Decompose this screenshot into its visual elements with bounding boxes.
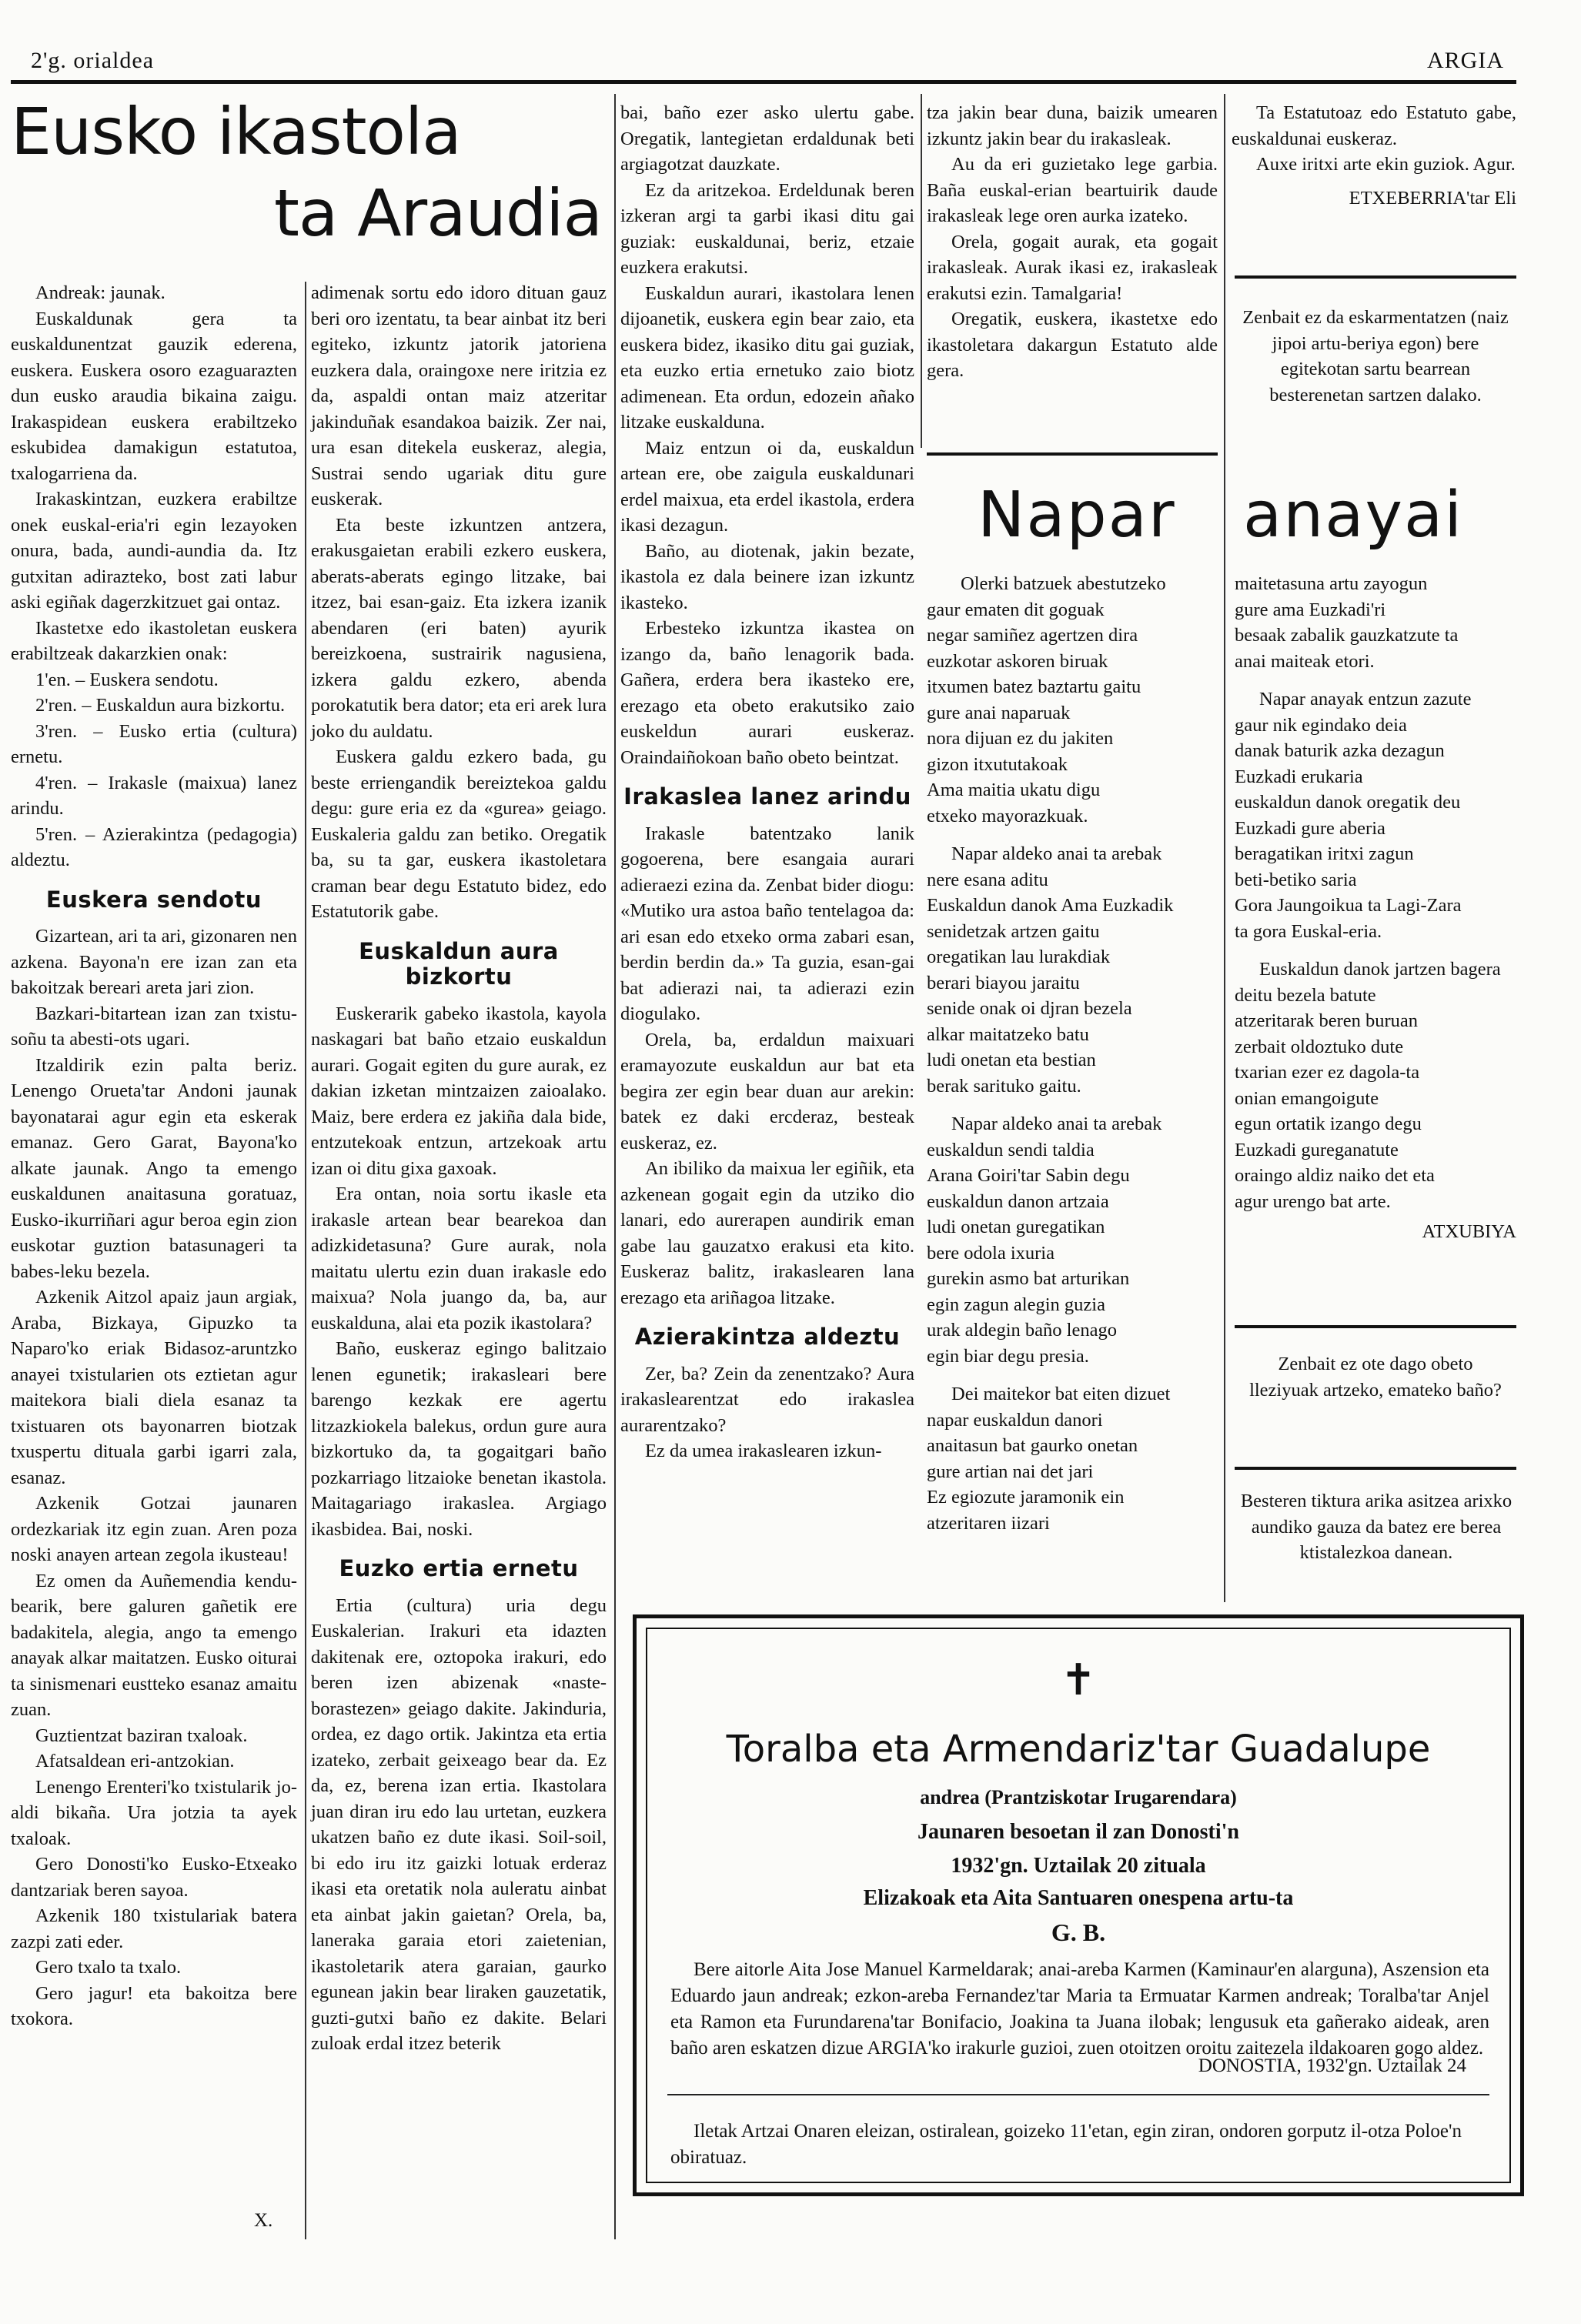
paragraph: Oregatik, euskera, ikastetxe edo ikastoletara dakargun Estatuto alde gera. — [927, 309, 1218, 381]
paragraph: Ez omen da Auñemendia kendu-bearik, bere galuren gañetik ere badakitela, alegia, ango ta emengo anayak alkar maitatzen. Eusko oiturai ta sinismenari eustteko esanaz amaitu zuan. — [11, 1570, 297, 1720]
poem-column-1 — [927, 571, 1218, 1536]
paragraph: Baño, au diotenak, jakin bezate, ikastola ez dala beinere izan izkuntz ikasteko. — [620, 540, 914, 613]
stanza-break — [927, 1099, 1218, 1111]
filler-note-1: Zenbait ez da eskarmentatzen (naiz jipoi artu-beriya egon) bere egitekotan sartu bearrean besterenetan sartzen dalako. — [1242, 307, 1509, 406]
paragraph: Ez da aritzekoa. Erdeldunak beren izkeran argi ta garbi ikasi ditu gai guziak: euskaldunai, beriz, etzaie euzkera erakutsi. — [620, 179, 914, 278]
verse-line: senide onak oi djran bezela — [927, 998, 1132, 1019]
filler-note-2: Zenbait ez ote dago obeto lleziyuak artzeko, emateko baño? — [1249, 1354, 1502, 1401]
paragraph: Auxe iritxi arte ekin guziok. Agur. — [1256, 154, 1516, 175]
verse-line: egun ortatik izango degu — [1235, 1114, 1422, 1134]
author-signature: ETXEBERRIA'tar Eli — [1349, 187, 1516, 209]
verse-line: negar samiñez agertzen dira — [927, 625, 1138, 646]
verse-line: beragatikan iritxi zagun — [1235, 843, 1414, 864]
obituary-footer: Iletak Artzai Onaren eleizan, ostiralean, goizeko 11'etan, egin ziran, ondoren gorputz il-otza Poloe'n obiratuaz. — [670, 2121, 1462, 2168]
verse-line: atzeritaren iizari — [927, 1512, 1050, 1534]
paragraph: Afatsaldean eri-antzokian. — [35, 1751, 235, 1771]
paragraph: Euskerarik gabeko ikastola, kayola naskagari bat baño etzaio euskaldun aurari. Gogait egiten du gure aurak, ez dakian izketan mintzaizen zaioalako. Maiz, bere erdera ez jakiña dala bide, entzutekoak entzun, artzekoak artu izan oi ditu gixa gaxoak. — [311, 1003, 607, 1179]
section-heading: Irakaslea lanez arindu — [623, 783, 911, 810]
verse-line: ta gora Euskal-eria. — [1235, 920, 1382, 942]
verse-line: maitetasuna artu zayogun — [1235, 573, 1428, 594]
verse-line: itxumen batez baztartu gaitu — [927, 676, 1141, 697]
article-column-4 — [927, 100, 1218, 384]
verse-line: nere esana aditu — [927, 869, 1048, 890]
obituary-body: Bere aitorle Aita Jose Manuel Karmeldarak; anai-areba Karmen (Kaminaur'en alarguna), Aszension eta Eduardo jaun andreak; ezkon-areba Fernandez'tar Maria ta Ermuatar Karmen andreak; Toralba'tar Anjel eta Ramon eta Furundarena'tar Bonifacio, Joakina ta Juana ilobak; lengusuk eta gañerako aideak, aren baño aren eskatzen dizue ARGIA'ko irakurle guzioi, zuen otoitzen oroitu zaitezela ildakoaren gogo aldez. — [670, 1959, 1489, 2059]
article-column-3 — [620, 100, 914, 1464]
cross-icon: ✝ — [1060, 1657, 1097, 1705]
verse-line: napar euskaldun danori — [927, 1409, 1103, 1431]
divider — [927, 452, 1218, 456]
divider — [1235, 1325, 1516, 1328]
section-heading: Azierakintza aldeztu — [634, 1324, 901, 1350]
list-item: 1'en. – Euskera sendotu. — [35, 669, 219, 690]
verse-line: berari biayou jaraitu — [927, 972, 1080, 993]
verse-line: deitu bezela batute — [1235, 984, 1376, 1006]
paragraph: Gero Donosti'ko Eusko-Etxeako dantzariak beren sayoa. — [11, 1854, 297, 1901]
paragraph: Bazkari-bitartean izan zan txistu-soñu ta abesti-ots ugari. — [11, 1003, 297, 1050]
verse-line: anai maiteak etori. — [1235, 650, 1375, 672]
stanza-break — [927, 1369, 1218, 1381]
verse-line: gure artian nai det jari — [927, 1461, 1094, 1482]
obituary-line: Elizakoak eta Aita Santuaren onespena artu-ta — [863, 1886, 1294, 1910]
verse-line: gurekin asmo bat arturikan — [927, 1268, 1130, 1289]
obituary-line: andrea (Prantziskotar Irugarendara) — [920, 1786, 1237, 1808]
obituary-name: Toralba eta Armendariz'tar Guadalupe — [726, 1728, 1431, 1771]
obituary-notice — [633, 1614, 1524, 2196]
divider — [667, 2094, 1489, 2095]
divider — [1235, 1467, 1516, 1470]
verse-line: alkar maitatzeko batu — [927, 1023, 1089, 1045]
obituary-line: 1932'gn. Uztailak 20 zituala — [951, 1854, 1206, 1878]
verse-line: egin biar degu presia. — [927, 1345, 1089, 1367]
paragraph: Zer, ba? Zein da zenentzako? Aura irakaslearentzat edo irakaslea aurarentzako? — [620, 1363, 914, 1436]
page-number: 2'g. orialdea — [31, 48, 155, 73]
poem-column-2 — [1235, 571, 1516, 1245]
verse-line: senidetzak artzen gaitu — [927, 920, 1100, 942]
verse-line: anaitasun bat gaurko onetan — [927, 1435, 1138, 1456]
paragraph: Andreak: jaunak. — [35, 282, 165, 303]
verse-line: euskaldun danok oregatik deu — [1235, 792, 1461, 813]
verse-line: euskaldun danon artzaia — [927, 1190, 1109, 1212]
stanza-break — [927, 829, 1218, 841]
verse-line: agur urengo bat arte. — [1235, 1190, 1391, 1212]
section-heading: Euzko ertia ernetu — [339, 1555, 579, 1581]
paragraph: Lenengo Erenteri'ko txistularik jo-aldi bikaña. Ura jotzia ta ayek txaloak. — [11, 1776, 297, 1849]
verse-line: nora dijuan ez du jakiten — [927, 728, 1114, 749]
verse-line: Gora Jaungoikua ta Lagi-Zara — [1235, 895, 1462, 916]
verse-line: besaak zabalik gauzkatzute ta — [1235, 625, 1459, 646]
paragraph: Ertia (cultura) uria degu Euskalerian. Irakuri eta idazten dakitenak ere, oztopoka irakuri, edo beren izen abizenak «naste-borastezen» geiago dakite. Jakinduria, ordea, ez dago ortik. Jakintza eta ertia izateko, zerbait geixeago bear da. Ez da, ez, berena izan ertia. Ikastolara juan diran iru edo lau urtetan, euzkera ukatzen baño ez dute ikasi. Soil-soil, bi edo iru itz gaizki lotuak erderaz ikasi eta oretatik nola auleratu ainbat eta ainbat jakin gaietan? Orela, ba, laneraka garaia etori zaietenian, ikastoletarik atera garaian, gaurko egunean jakin bear liraken gauzetatik, guzti-gutxi baño ez dakite. Belari zuloak erdal itzez beterik — [311, 1594, 607, 2054]
paragraph: Gizartean, ari ta ari, gizonaren nen azkena. Bayona'n ere izan zan eta bakoitzak bereari areta jari zion. — [11, 926, 297, 998]
verse-line: Olerki batzuek abestutzeko — [961, 573, 1166, 594]
verse-line: zerbait oldoztuko dute — [1235, 1036, 1404, 1057]
divider — [1235, 275, 1516, 279]
list-item: 4'ren. – Irakasle (maixua) lanez arindu. — [11, 772, 297, 819]
verse-line: oraingo aldiz naiko det eta — [1235, 1165, 1435, 1186]
verse-line: gaur ematen dit goguak — [927, 599, 1105, 620]
verse-line: Dei maitekor bat eiten dizuet — [951, 1384, 1171, 1404]
paragraph: Era ontan, noia sortu ikasle eta irakasle artean bear bearekoa dan adizkidetasuna? Gure aurak, nola maitatu ulertu ezin duan irakasle edo maixua? Nola juango da, ba, aur euskalduna, alai eta pozik ikastolara? — [311, 1184, 607, 1334]
verse-line: Euzkadi gure aberia — [1235, 817, 1385, 839]
paragraph: Irakaskintzan, euzkera erabiltze onek euskal-eria'ri egin lezayoken onura, bada, aundi-aundia da. Itz gutxitan adirazteko, bost zati labur aski egiñak dagerzkitzuet gai ontaz. — [11, 489, 297, 613]
paragraph: Guztientzat baziran txaloak. — [35, 1725, 248, 1746]
paragraph: Azkenik Gotzai jaunaren ordezkariak itz egin zuan. Aren poza noski anayen artean zegola ikusteau! — [11, 1493, 297, 1565]
section-heading: Euskaldun aura bizkortu — [359, 937, 559, 990]
paragraph: An ibiliko da maixua ler egiñik, eta azkenean gogait egin da utziko dio lanari, edo aurerapen aundirik eman gabe lau gauzatxo erakusi eta kito. Euskeraz balitz, irakaslearen lana erezago eta ariñagoa litzake. — [620, 1158, 914, 1308]
paragraph: Ta Estatutoaz edo Estatuto gabe, euskaldunai euskeraz. — [1232, 102, 1516, 149]
article-column-2 — [311, 280, 607, 2057]
poem-signature: ATXUBIYA — [1422, 1221, 1516, 1242]
paragraph: Itzaldirik ezin palta beriz. Lenengo Orueta'tar Andoni jaunak bayonatarai agur egin eta eskerak emanaz. Gero Garat, Bayona'ko alkate jaunak. Ango ta emengo euskaldunen anaitasuna goratuaz, Eusko-ikurriñari agur beroa egin zion euskotar guztion batasunageri ta babes-leku bezela. — [11, 1054, 297, 1282]
verse-line: bere odola ixuria — [927, 1242, 1055, 1264]
paragraph: Maiz entzun oi da, euskaldun artean ere, obe zaigula euskaldunari erdel maixua, eta erdel ikastola, erdera ikasi dezagun. — [620, 437, 914, 536]
verse-line: egin zagun alegin guzia — [927, 1294, 1105, 1315]
verse-line: Ez egiozute jaramonik ein — [927, 1487, 1125, 1508]
poem-title-part1: Napar — [978, 479, 1176, 552]
filler-note-3: Besteren tiktura arika asitzea arixko aundiko gauza da batez ere berea ktistalezkoa danean. — [1240, 1491, 1512, 1563]
verse-line: ludi onetan guregatikan — [927, 1217, 1105, 1237]
verse-line: Euskaldun danok Ama Euzkadik — [927, 895, 1174, 916]
verse-line: oregatikan lau lurakdiak — [927, 947, 1111, 967]
paragraph: Azkenik Aitzol apaiz jaun argiak, Araba, Bizkaya, Gipuzko ta Naparo'ko eriak Bidasoz-aruntzko anayei txistularien ots eztietan agur maitekora biali diela esanaz ta txistuaren ots bayonarren biotzak txuspertu dituala garbi igarri zala, esanaz. — [11, 1287, 297, 1488]
poem-title-part2: anayai — [1243, 479, 1464, 552]
obituary-initials: G. B. — [1051, 1918, 1106, 1946]
publication-name: ARGIA — [1427, 48, 1504, 73]
stanza-break — [1235, 944, 1516, 957]
list-item: 5'ren. – Azierakintza (pedagogia) aldeztu. — [11, 823, 297, 870]
article-signoff: X. — [254, 2210, 273, 2231]
verse-line: Ama maitia ukatu digu — [927, 780, 1101, 800]
header-rule — [11, 80, 1516, 84]
paragraph: bai, baño ezer asko ulertu gabe. Oregatik, lantegietan erdaldunak beti argiagotzat dauzkate. — [620, 102, 914, 175]
verse-line: Napar anayak entzun zazute — [1259, 689, 1472, 710]
list-item: 3'ren. – Eusko ertia (cultura) ernetu. — [11, 720, 297, 767]
paragraph: Azkenik 180 txistulariak batera zazpi zati eder. — [11, 1905, 297, 1952]
obituary-line: Jaunaren besoetan il zan Donosti'n — [918, 1820, 1239, 1844]
column-rule — [614, 94, 616, 2239]
list-item: 2'ren. – Euskaldun aura bizkortu. — [35, 695, 286, 716]
paragraph: Erbesteko izkuntza ikastea on izango da, baño lenagorik bada. Gañera, erdera bera ikasteko ere, erezago eta obeto erakutsiko zaio euskeldun aurari euskeraz. Oraindaiñokoan baño obeto beintzat. — [620, 618, 914, 768]
paragraph: Gero txalo ta txalo. — [35, 1957, 182, 1978]
paragraph: Orela, ba, erdaldun maixuari eramayozute euskaldun aur bat eta begira zer egin bear duan aur arekin: batek ez daki ercderaz, besteak euskeraz, ez. — [620, 1029, 914, 1154]
verse-line: urak aldegin baño lenago — [927, 1320, 1117, 1341]
paragraph: Ikastetxe edo ikastoletan euskera erabiltzeak dakarzkien onak: — [11, 617, 297, 664]
paragraph: tza jakin bear duna, baizik umearen izkuntz jakin bear du irakasleak. — [927, 102, 1218, 149]
section-heading: Euskera sendotu — [45, 886, 262, 913]
paragraph: Au da eri guzietako lege garbia. Baña euskal-erian beartuirik daude irakasleak lege oren aurka izateko. — [927, 154, 1218, 226]
paragraph: adimenak sortu edo idoro dituan gauz beri oro izentatu, ta bear ainbat itz beri egiteko, izkuntz jatorik jatoriena euzkera dala, oraingoxe nere iritzia ez da, aspaldi ontan maiz atzeritar jakinduñak esandakoa baizik. Zer nai, ura esan ditekela euskeraz, alegia, Sustrai sendo ugariak ditu gure euskerak. — [311, 282, 607, 509]
paragraph: Eta beste izkuntzen antzera, erakusgaietan erabili ezkero euskera, aberats-aberats egingo litzake, bai itzez, bai esan-gaiz. Eta izkera izanik abendaren (eri baten) ayurik bereizkoena, sustrairik nagusiena, izkera galdu ezkero, abenda porokatutik bera dator; eta eri arek lura joko du auldatu. — [311, 514, 607, 742]
stanza-break — [1235, 674, 1516, 686]
verse-line: Euzkadi erukaria — [1235, 766, 1363, 787]
paragraph: Gero jagur! eta bakoitza bere txokora. — [11, 1982, 297, 2029]
paragraph: Euskaldun aurari, ikastolara lenen dijoanetik, euskera egin bear zaio, eta euskera bidez, ikasiko ditu gai guziak, eta euzko ertia ernetuko zaio biotz adimenean. Eta ordun, edozein añako litzake euskalduna. — [620, 282, 914, 432]
article-title-line2: ta Araudia — [274, 175, 602, 251]
paragraph: Ez da umea irakaslearen izkun- — [645, 1441, 882, 1461]
obituary-place-date: DONOSTIA, 1932'gn. Uztailak 24 — [1198, 2055, 1466, 2076]
verse-line: gure anai naparuak — [927, 702, 1071, 723]
verse-line: euzkotar askoren biruak — [927, 650, 1108, 672]
verse-line: Euskaldun danok jartzen bagera — [1259, 959, 1501, 980]
paragraph: Orela, gogait aurak, eta gogait irakasleak. Aurak ikasi ez, irakasleak erakutsi ezin. Tamalgaria! — [927, 231, 1218, 304]
verse-line: txarian ezer ez dagola-ta — [1235, 1062, 1420, 1083]
verse-line: beti-betiko saria — [1235, 869, 1357, 890]
verse-line: ludi onetan eta bestian — [927, 1050, 1096, 1070]
column-rule — [921, 94, 922, 448]
article-title-line1: Eusko ikastola — [11, 94, 461, 169]
column-rule — [1224, 94, 1225, 1602]
paragraph: Euskera galdu ezkero bada, gu beste erriengandik bereiztekoa galdu degu: gure eria ez da «gurea» geiago. Euskaleria galdu zan betiko. Oregatik ba, su ta gar, euskera ikastoletara craman bear degu Estatuto bidez, edo Estatutorik gabe. — [311, 746, 607, 922]
verse-line: onian emangoigute — [1235, 1087, 1379, 1109]
verse-line: euskaldun sendi taldia — [927, 1139, 1095, 1160]
verse-line: danak baturik azka dezagun — [1235, 740, 1445, 761]
verse-line: atzeritarak beren buruan — [1235, 1010, 1419, 1031]
verse-line: etxeko mayorazkuak. — [927, 805, 1088, 826]
article-column-1 — [11, 280, 297, 2032]
verse-line: Arana Goiri'tar Sabin degu — [927, 1165, 1130, 1186]
paragraph: Baño, euskeraz egingo balitzaio lenen egunetik; irakasleari bere barengo kezkak ere agertu litzazkiokela balekus, ordun gure aura bizkortuko da, ta gogaitgari baño pozkarriago litzaioke benetan ikastola. Maitagariago irakaslea. Argiago ikasbidea. Bai, noski. — [311, 1338, 607, 1540]
verse-line: Napar aldeko anai ta arebak — [951, 1114, 1162, 1134]
column-rule — [305, 282, 306, 2239]
verse-line: gaur nik egindako deia — [1235, 714, 1407, 736]
verse-line: gizon itxututakoak — [927, 753, 1068, 775]
verse-line: Euzkadi gureganatute — [1235, 1139, 1399, 1160]
article-column-5 — [1232, 100, 1516, 211]
paragraph: Irakasle batentzako lanik gogoerena, bere esangaia aurari adieraezi ezina da. Zenbat bider diogu: «Mutiko ura astoa baño tentelagoa da: ari esan edo etxeko orma zabari esan, berdin berdin da.» Ta guzia, esan-gai bat adierazi nai, ta adierazi ezin diogulako. — [620, 823, 914, 1024]
verse-line: Napar aldeko anai ta arebak — [951, 843, 1162, 864]
paragraph: Euskaldunak gera ta euskaldunentzat gauzik ederena, euskera. Euskera osoro ezaguarazten dun eusko araudia bikaina zaigu. Irakaspidean euskera erabiltzeko eskubidea damakigun estatutoa, txalogarriena da. — [11, 308, 297, 484]
verse-line: gure ama Euzkadi'ri — [1235, 599, 1386, 620]
verse-line: berak sarituko gaitu. — [927, 1075, 1081, 1097]
